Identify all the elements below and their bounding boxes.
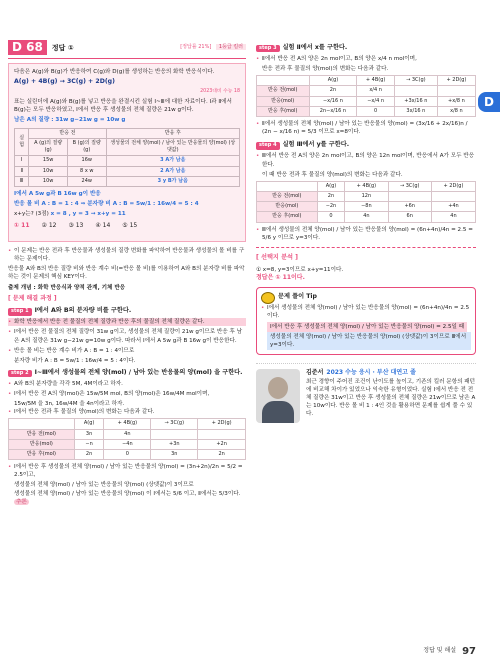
page-number: 97 [462, 645, 476, 657]
problem-source: 2023대비 수능 18 [200, 89, 240, 95]
step1-title: step 1 Ⅰ에서 A와 B의 분자량 비를 구한다. [8, 307, 246, 316]
step2-title: step 2 Ⅰ~Ⅲ에서 생성물의 전체 양(mol) / 남아 있는 반응물의 양(mol) 을 구한다. [8, 369, 246, 378]
step3-section [256, 44, 476, 136]
step2-bullet-2: • Ⅰ에서 반응 전 A의 양(mol)은 15w/5M mol, B의 양(mol)은 16w/4M mol이며, [8, 390, 246, 398]
question-meta [180, 44, 246, 51]
choice-4[interactable]: ④ 14 [95, 222, 111, 230]
answer-label: 정답 ① [51, 43, 74, 52]
tip-line-2: Ⅰ에서 반응 후 생성물의 전체 양(mol) / 남아 있는 반응물의 양(mol) = 2.5일 때 [261, 322, 471, 332]
choice-1[interactable]: ① 11 [14, 222, 30, 230]
explain-intro: • 이 문제는 반응 전과 후 반응물과 생성물의 질량 변화를 파악하여 반응물과 생성물의 몰 비를 구하는 문제이다. [8, 247, 246, 263]
footer-label: 정답 및 해설 [423, 647, 457, 655]
step1-bullet-3: • 반응 몰 비는 반응 계수 비가 A : B = 1 : 4이므로 [8, 347, 246, 355]
th-exp: 실험 [15, 128, 29, 156]
infer-tag: 추론 [16, 498, 27, 505]
bee-icon [261, 292, 275, 304]
step1-bullet-2: • Ⅰ에서 반응 전 물질의 전체 질량이 31w g이고, 생성물의 전체 질량이 21w g이므로 반응 후 남은 A의 질량은 31w g−21w g=10w g이다. 따라서 Ⅰ에서 A 5w g과 B 16w g이 반응한다. [8, 328, 246, 344]
table-row: 반응(mol) −n −4n +3n +2n [9, 439, 246, 449]
problem-body: 표는 실린더에 A(g)와 B(g)를 넣고 반응을 완결시킨 실험 Ⅰ~Ⅲ에 대한 자료이다. Ⅰ과 Ⅱ에서 B(g)는 모두 반응하였고, Ⅰ에서 반응 후 생성물의 전체 질량은 21w g이다. [14, 99, 232, 114]
table-row: 반응(mol) −x/16 n −x/4 n +3x/16 n +x/8 n [257, 96, 476, 106]
question-ask: x+y는? (3점) x = 8 , y = 3 → x+y = 11 [14, 211, 126, 218]
step4-bullet-1: • Ⅲ에서 반응 전 A의 양은 2n mol이고, B의 양은 12n mol이며, 반응에서 A가 모두 반응한다. [256, 152, 476, 168]
step3-title: step 3 실험 Ⅱ에서 x를 구한다. [256, 44, 476, 53]
th-group-after: 반응 후 [106, 128, 239, 138]
step4-bullet-2: 이 때 반응 전과 후 물질의 양(mol)의 변화는 다음과 같다. [262, 171, 403, 178]
correct-rate: [정답률 21%] [180, 43, 212, 50]
table-row: Ⅰ 15w 16w 3 A가 남음 [15, 156, 240, 166]
step4-title: step 4 실험 Ⅲ에서 y를 구한다. [256, 141, 476, 150]
step2-bullet-7: 생성물의 전체 양(mol) / 남아 있는 반응물의 양(mol) 이 Ⅰ에서는 5/6 이고, Ⅱ에서는 5/3이다. 추론 [14, 490, 241, 505]
final-answer: 정답은 ① 11이다. [256, 274, 305, 282]
step3-bullet-3: • Ⅱ에서 생성물의 전체 양(mol) / 남아 있는 반응물의 양(mol) = (3x/16 + 2x/16)n / (2n − x/16 n) = 5/3 이므로 x=8이다. [256, 120, 476, 136]
left-column [8, 40, 246, 506]
step2-bullet-4: • Ⅰ에서 반응 전과 후 물질의 양(mol)의 변화는 다음과 같다. [8, 408, 246, 416]
tip-title: 문제 풀이 Tip [261, 292, 471, 304]
step4-bullet-3: • Ⅲ에서 생성물의 전체 양(mol) / 남아 있는 반응물의 양(mol) = (6n+4n)/4n = 2.5 = 5/6 y 이므로 y=3이다. [256, 226, 476, 242]
step2-bullet-5: • Ⅰ에서 반응 후 생성물의 전체 양(mol) / 남아 있는 반응물의 양(mol) = (3n+2n)/2n = 5/2 = 2.5이고, [8, 463, 246, 479]
table-row: 반응 후(mol) 2n 0 3n 2n [9, 450, 246, 460]
tip-line-3: 생성물의 전체 양(mol) / 남아 있는 반응물의 양(mol) (상댓값)이 3이므로 Ⅲ에서 y=3이다. [261, 332, 471, 350]
hint-2: 반응 몰 비 A : B = 1 : 4 ⇒ 분자량 비 A : B = 5w/1 : 16w/4 = 5 : 4 [14, 201, 199, 208]
table-row: 반응(mol) −2n −8n +6n +4n [257, 202, 476, 212]
step4-table: A(g) + 4B(g) → 3C(g) + 2D(g) 반응 전(mol) 2n 12n 반응(mol) −2n −8n +6n +4n 반응 후(mol) 0 4n 6n 4n [256, 181, 476, 223]
chapter-tab[interactable]: D [478, 92, 500, 112]
problem-intro: 다음은 A(g)와 B(g)가 반응하여 C(g)와 D(g)를 생성하는 반응의 화학 반응식이다. [14, 69, 215, 76]
grade-tag: 1등급 킬러 [216, 44, 246, 50]
hint-1: Ⅰ에서 A 5w g과 B 16w g이 반응 [14, 191, 101, 198]
th-group-before: 반응 전 [29, 128, 106, 138]
step4-section [256, 141, 476, 242]
table-row: 반응 전(mol) 2n 12n [257, 191, 476, 201]
choices [14, 222, 240, 231]
tip-box [256, 287, 476, 356]
th-a-mass: A (g)의 질량(g) [29, 138, 68, 156]
step3-bullet-2: 반응 전과 후 물질의 양(mol)의 변화는 다음과 같다. [262, 66, 389, 73]
th-b-mass: B (g)의 질량(g) [67, 138, 106, 156]
step2-table: A(g) + 4B(g) → 3C(g) + 2D(g) 반응 전(mol) 3n 4n 반응(mol) −n −4n +3n +2n 반응 후(mol) 2n 0 3n 2n [8, 418, 246, 460]
table-row: Ⅲ 10w 24w 3 y B가 남음 [15, 176, 240, 186]
table-row: 반응 후(mol) 0 4n 6n 4n [257, 212, 476, 222]
step1-bullet-4: 분자량 비가 A : B = 5w/1 : 16w/4 = 5 : 4이다. [14, 357, 136, 364]
page-footer [423, 645, 476, 660]
explain-intro-2: 반응물 A와 B의 반응 질량 비와 반응 계수 비(=반응 몰 비)를 이용하여 A와 B의 분자량 비를 파악하는 것이 문제의 핵심 KEY이다. [8, 266, 245, 281]
problem-box [8, 63, 246, 242]
section-title: [ 문제 해결 과정 ] [8, 294, 57, 302]
table-row: 반응 후(mol) 2n−x/16 n 0 3x/16 n x/8 n [257, 106, 476, 116]
right-column [256, 40, 476, 423]
table-row: 반응 전(mol) 3n 4n [9, 429, 246, 439]
student-comment [256, 363, 476, 423]
step3-bullet-1: • Ⅱ에서 반응 전 A의 양은 2n mol이고, B의 양은 x/4 n mol이며, [256, 55, 476, 63]
choice-2[interactable]: ② 12 [41, 222, 57, 230]
step3-table: A(g) + 4B(g) → 3C(g) + 2D(g) 반응 전(mol) 2n x/4 n 반응(mol) −x/16 n −x/4 n +3x/16 n +x/8 n 반응 후(mol) 2n−x/16 n 0 3x/16 n x/8 n [256, 75, 476, 117]
student-text: 최근 경향이 주어진 조건이 난이도를 높이고, 기존의 킬러 문항의 패턴에 비교해 차이가 있었으나 익숙한 유형이었다. 실험 Ⅰ에서 반응 전 전체 질량은 31w이고 반응 후 생성물의 전체 질량은 21w이므로 남은 A는 10w이다. 반응 몰 비 1 : 4인 것을 활용하면 문제를 쉽게 풀 수 있다. [306, 378, 476, 418]
step2-bullet-1: • A와 B의 분자량을 각각 5M, 4M이라고 하자. [8, 380, 246, 388]
question-badge: D 68 [8, 40, 47, 55]
th-ratio: 생성물의 전체 양(mol) / 남아 있는 반응물의 양(mol) (상댓값) [106, 138, 239, 156]
avatar [256, 369, 300, 423]
step1-bullet-1: • 화학 반응에서 반응 전 물질의 전체 질량과 반응 후의 물질의 전체 질량은 같다. [8, 318, 246, 326]
tip-line-1: • Ⅰ에서 생성물의 전체 양(mol) / 남아 있는 반응물의 양(mol) = (6n+4n)/4n = 2.5이다. [261, 304, 471, 320]
choice-5[interactable]: ⑤ 15 [122, 222, 138, 230]
concept: 출제 개념 : 화학 반응식과 양적 관계, 기체 반응 [8, 284, 126, 291]
choice-analysis-line: ① x=8, y=3이므로 x+y=11이다. [256, 266, 344, 273]
problem-note: 남은 A의 질량 : 31w g−21w g = 10w g [14, 117, 126, 124]
table-row: Ⅱ 10w 8 x w 2 A가 남음 [15, 166, 240, 176]
question-header [8, 40, 246, 59]
table-row: 반응 전(mol) 2n x/4 n [257, 86, 476, 96]
step2-bullet-3: 15w/5M 을 3n, 16w/4M 을 4n이라고 하자. [14, 401, 125, 408]
choice-analysis-title: [ 선택지 분석 ] [256, 253, 299, 261]
reaction-equation: A(g) + 4B(g) → 3C(g) + 2D(g) [14, 78, 115, 86]
step2-bullet-6: 생성물의 전체 양(mol) / 남아 있는 반응물의 양(mol) (상댓값)이 3이므로 [14, 482, 194, 489]
student-name: 김준서 2023 수능 응시 · 부산 대연고 졸 [306, 369, 416, 377]
problem-table [14, 128, 240, 188]
choice-3[interactable]: ③ 13 [68, 222, 84, 230]
choice-analysis [256, 247, 476, 283]
